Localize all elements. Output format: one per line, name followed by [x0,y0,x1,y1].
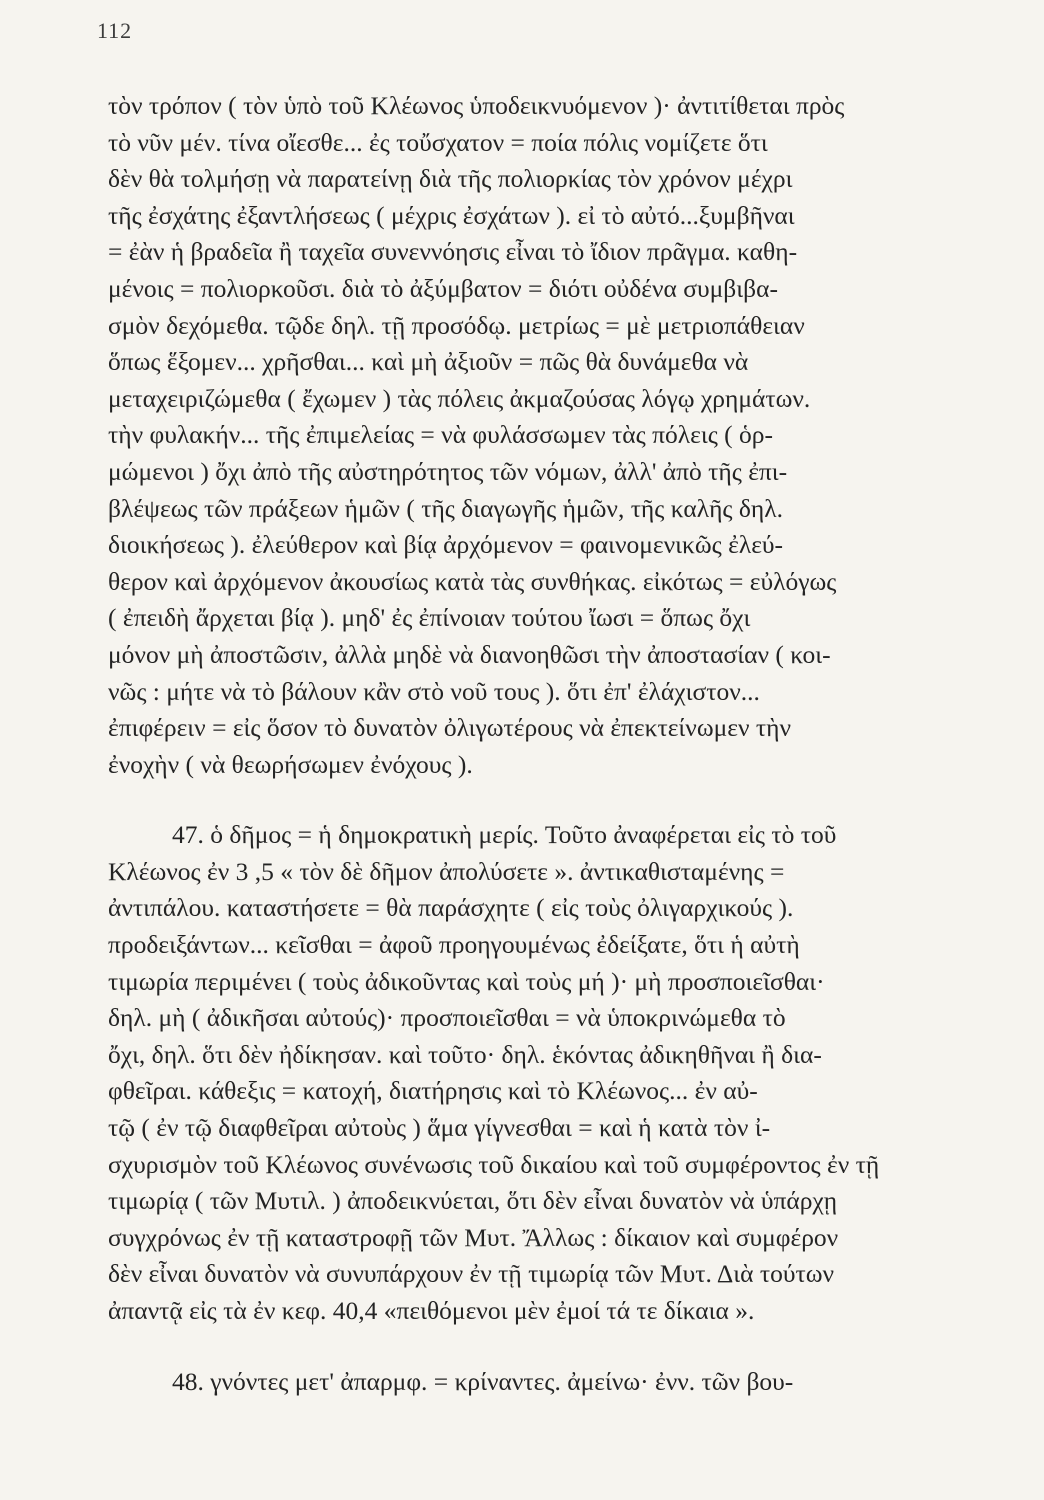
text-line: Κλέωνος ἐν 3 ,5 « τὸν δὲ δῆμον ἀπολύσετε ». ἀντικαθισταμένης = [108,856,785,886]
text-line: ἀντιπάλου. καταστήσετε = θὰ παράσχητε ( εἰς τοὺς ὀλιγαρχικούς ). [108,893,794,923]
text-line: συγχρόνως ἐν τῇ καταστροφῇ τῶν Μυτ. Ἄλλως : δίκαιον καὶ συμφέρον [108,1222,839,1252]
text-line: = ἐὰν ἡ βραδεῖα ἢ ταχεῖα συνεννόησις εἶναι τὸ ἴδιον πρᾶγμα. καθη- [108,237,798,267]
text-line: ὄχι, δηλ. ὅτι δὲν ἠδίκησαν. καὶ τοῦτο· δηλ. ἑκόντας ἀδικηθῆναι ἢ δια- [108,1039,822,1069]
commentary-text [108,88,968,1400]
text-line: διοικήσεως ). ἐλεύθερον καὶ βίᾳ ἀρχόμενον = φαινομενικῶς ἐλεύ- [108,530,784,560]
text-line: μένοις = πολιορκοῦσι. διὰ τὸ ἀξύμβατον = διότι οὐδένα συμβιβα- [108,273,778,303]
page-number: 112 [97,18,133,43]
text-line: θερον καὶ ἀρχόμενον ἀκουσίως κατὰ τὰς συνθήκας. εἰκότως = εὐλόγως [108,566,837,596]
text-line: δὲν θὰ τολμήσῃ νὰ παρατείνῃ διὰ τῆς πολιορκίας τὸν χρόνον μέχρι [108,164,793,194]
text-line: τὸ νῦν μέν. τίνα οἴεσθε... ἐς τοὔσχατον = ποία πόλις νομίζετε ὅτι [108,127,768,157]
text-line: ἀπαντᾷ εἰς τὰ ἐν κεφ. 40,4 «πειθόμενοι μὲν ἐμοί τά τε δίκαια ». [108,1296,755,1325]
text-line: βλέψεως τῶν πράξεων ἡμῶν ( τῆς διαγωγῆς ἡμῶν, τῆς καλῆς δηλ. [108,493,783,523]
text-line: σμὸν δεχόμεθα. τῷδε δηλ. τῇ προσόδῳ. μετρίως = μὲ μετριοπάθειαν [108,310,805,340]
text-line: δὲν εἶναι δυνατὸν νὰ συνυπάρχουν ἐν τῇ τιμωρίᾳ τῶν Μυτ. Διὰ τούτων [108,1259,835,1289]
text-line: προδειξάντων... κεῖσθαι = ἀφοῦ προηγουμένως ἐδείξατε, ὅτι ἡ αὐτὴ [108,930,800,960]
paragraph-47-start: 47. ὁ δῆμος = ἡ δημοκρατικὴ μερίς. Τοῦτο ἀναφέρεται εἰς τὸ τοῦ [172,820,837,850]
text-line: ( ἐπειδὴ ἄρχεται βίᾳ ). μηδ' ἐς ἐπίνοιαν τούτου ἴωσι = ὅπως ὄχι [108,603,751,633]
paragraph-gap [108,1330,968,1364]
paragraph-48-start: 48. γνόντες μετ' ἀπαρμφ. = κρίναντες. ἀμείνω· ἐνν. τῶν βου- [172,1366,794,1396]
text-line: μώμενοι ) ὄχι ἀπὸ τῆς αὐστηρότητος τῶν νόμων, ἀλλ' ἀπὸ τῆς ἐπι- [108,456,788,486]
text-line: ἐνοχὴν ( νὰ θεωρήσωμεν ἐνόχους ). [108,749,473,779]
text-line: τιμωρίᾳ ( τῶν Μυτιλ. ) ἀποδεικνύεται, ὅτι δὲν εἶναι δυνατὸν νὰ ὑπάρχῃ [108,1186,838,1216]
text-line: σχυρισμὸν τοῦ Κλέωνος συνένωσις τοῦ δικαίου καὶ τοῦ συμφέροντος ἐν τῇ [108,1149,880,1179]
text-line: δηλ. μὴ ( ἀδικῆσαι αὐτούς)· προσποιεῖσθαι = νὰ ὑποκρινώμεθα τὸ [108,1003,786,1033]
text-line: τῷ ( ἐν τῷ διαφθεῖραι αὐτοὺς ) ἅμα γίγνεσθαι = καὶ ἡ κατὰ τὸν ἰ- [108,1113,771,1143]
text-line: ἐπιφέρειν = εἰς ὅσον τὸ δυνατὸν ὀλιγωτέρους νὰ ἐπεκτείνωμεν τὴν [108,713,791,743]
text-line: νῶς : μήτε νὰ τὸ βάλουν κἂν στὸ νοῦ τους ). ὅτι ἐπ' ἐλάχιστον... [108,676,760,706]
text-line: μεταχειριζώμεθα ( ἔχωμεν ) τὰς πόλεις ἀκμαζούσας λόγῳ χρημάτων. [108,383,811,413]
text-line: τὸν τρόπον ( τὸν ὑπὸ τοῦ Κλέωνος ὑποδεικνυόμενον )· ἀντιτίθεται πρὸς [108,91,845,120]
text-line: τιμωρία περιμένει ( τοὺς ἀδικοῦντας καὶ τοὺς μή )· μὴ προσποιεῖσθαι· [108,966,825,996]
text-line: φθεῖραι. κάθεξις = κατοχή, διατήρησις καὶ τὸ Κλέωνος... ἐν αὐ- [108,1076,758,1106]
text-line: μόνον μὴ ἀποστῶσιν, ἀλλὰ μηδὲ νὰ διανοηθῶσι τὴν ἀποστασίαν ( κοι- [108,639,831,669]
text-line: ὅπως ἕξομεν... χρῆσθαι... καὶ μὴ ἀξιοῦν = πῶς θὰ δυνάμεθα νὰ [108,347,749,377]
text-line: τὴν φυλακήν... τῆς ἐπιμελείας = νὰ φυλάσσωμεν τὰς πόλεις ( ὁρ- [108,420,774,450]
paragraph-gap [108,783,968,817]
text-line: τῆς ἐσχάτης ἐξαντλήσεως ( μέχρις ἐσχάτων ). εἰ τὸ αὐτό...ξυμβῆναι [108,200,795,230]
